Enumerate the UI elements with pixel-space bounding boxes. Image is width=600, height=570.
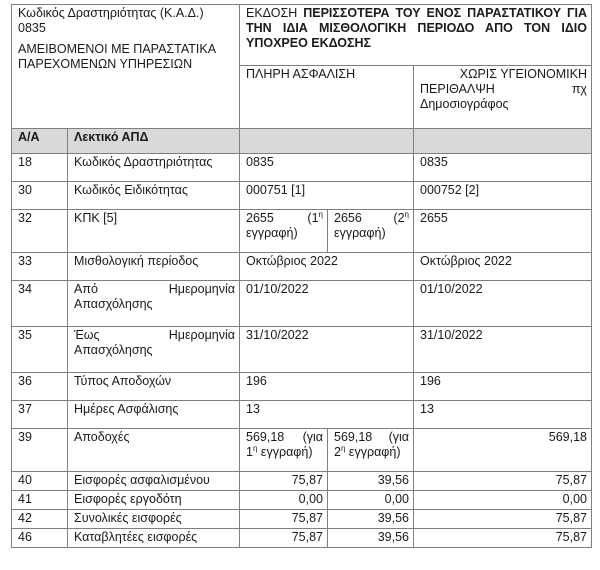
row-nohealth-value: Οκτώβριος 2022 (414, 253, 592, 281)
row-label-line-2: Απασχόλησης (74, 297, 153, 311)
second-entry-paren-text: (2 (393, 211, 405, 225)
table-row (12, 281, 592, 327)
row-full-value: Οκτώβριος 2022 (240, 253, 414, 281)
row-second-entry (328, 210, 414, 253)
row-nohealth-value: 75,87 (414, 510, 592, 529)
row-aa: 40 (12, 472, 68, 491)
first-entry-line-1 (246, 211, 323, 226)
kad-cell (12, 5, 240, 129)
row-aa: 41 (12, 491, 68, 510)
row-first-entry (240, 210, 328, 253)
table-row (12, 429, 592, 472)
row-label-line-1 (74, 282, 235, 297)
kad-label-line (18, 6, 235, 21)
first-entry-paren-text: (1 (307, 211, 319, 225)
row-label: ΚΠΚ [5] (68, 210, 240, 253)
row-label: Εισφορές εργοδότη (68, 491, 240, 510)
first-entry-line-1 (246, 430, 323, 445)
row-nohealth-value: 01/10/2022 (414, 281, 592, 327)
table-row (12, 182, 592, 210)
row-full-value: 0835 (240, 154, 414, 182)
kad-desc-1: ΑΜΕΙΒΟΜΕΝΟΙ ΜΕ ΠΑΡΑΣΤΑΤΙΚΑ (18, 42, 217, 56)
issue-title-bold: ΠΕΡΙΣΣΟΤΕΡΑ ΤΟΥ ΕΝΟΣ ΠΑΡΑΣΤΑΤΙΚΟΥ ΓΙΑ ΤΗΝ ΙΔΙΑ ΜΙΣΘΟΛΟΓΙΚΗ ΠΕΡΙΟΔΟ ΑΠΟ ΤΟΝ ΙΔΙΟ ΥΠΟΧΡΕΟ ΕΚΔΟΣΗΣ (246, 6, 587, 50)
col-aa: Α/Α (12, 129, 68, 154)
no-health-line-3: Δημοσιογράφος (420, 97, 509, 111)
issue-title (240, 5, 592, 66)
col-lexiko: Λεκτικό ΑΠΔ (68, 129, 240, 154)
row-aa: 18 (12, 154, 68, 182)
first-entry-value: 569,18 (246, 430, 285, 444)
row-aa: 35 (12, 327, 68, 373)
second-entry-num: 2 (334, 445, 341, 459)
row-first-value: 0,00 (240, 491, 328, 510)
row-full-value: 13 (240, 401, 414, 429)
apd-table (11, 4, 592, 548)
row-label-b: Ημερομηνία (168, 328, 235, 342)
row-first-value: 75,87 (240, 510, 328, 529)
full-insurance-label: ΠΛΗΡΗ ΑΣΦΑΛΙΣΗ (246, 67, 356, 81)
row-second-value: 39,56 (328, 529, 414, 548)
first-entry-word: εγγραφή) (260, 445, 313, 459)
row-second-entry (328, 429, 414, 472)
row-label: Κωδικός Δραστηριότητας (68, 154, 240, 182)
row-second-value: 0,00 (328, 491, 414, 510)
row-label-line-2: Απασχόλησης (74, 343, 153, 357)
row-full-value: 31/10/2022 (240, 327, 414, 373)
full-insurance-header (240, 66, 414, 129)
issue-title-prefix: ΕΚΔΟΣΗ (246, 6, 298, 20)
no-health-line-2b: πχ (571, 82, 587, 96)
no-health-line-2a: ΠΕΡΙΘΑΛΨΗ (420, 82, 495, 96)
row-nohealth-value: 0,00 (414, 491, 592, 510)
second-entry-code: 2656 (334, 211, 362, 225)
row-aa: 32 (12, 210, 68, 253)
row-label: Εισφορές ασφαλισμένου (68, 472, 240, 491)
no-health-line-2 (420, 82, 587, 97)
row-nohealth-value: 2655 (414, 210, 592, 253)
second-entry-line-1 (334, 211, 409, 226)
column-header-row (12, 129, 592, 154)
row-label: Καταβλητέες εισφορές (68, 529, 240, 548)
row-aa: 30 (12, 182, 68, 210)
table-row (12, 472, 592, 491)
row-nohealth-value: 196 (414, 373, 592, 401)
row-label: Ημέρες Ασφάλισης (68, 401, 240, 429)
first-entry-sup: η (318, 209, 323, 219)
kad-code: 0835 (18, 21, 46, 35)
kad-desc-2: ΠΑΡΕΧΟΜΕΝΩΝ ΥΠΗΡΕΣΙΩΝ (18, 57, 193, 71)
row-label: Μισθολογική περίοδος (68, 253, 240, 281)
kad-label: Κωδικός Δραστηριότητας (Κ.Α.Δ.) (18, 6, 204, 20)
row-nohealth-value: 0835 (414, 154, 592, 182)
row-label-line-1 (74, 328, 235, 343)
second-entry-sup: η (404, 209, 409, 219)
row-aa: 46 (12, 529, 68, 548)
row-label-a: Από (74, 282, 98, 296)
first-entry-sup: η (252, 443, 258, 453)
second-entry-line-2 (334, 445, 409, 460)
row-label: Τύπος Αποδοχών (68, 373, 240, 401)
row-nohealth-value: 000752 [2] (414, 182, 592, 210)
row-aa: 37 (12, 401, 68, 429)
second-entry-paren: (για (388, 430, 409, 444)
table-row (12, 373, 592, 401)
row-first-entry (240, 429, 328, 472)
row-full-value: 196 (240, 373, 414, 401)
col-nohealth-shade (414, 129, 592, 154)
row-first-value: 75,87 (240, 472, 328, 491)
table-row (12, 401, 592, 429)
row-full-value: 01/10/2022 (240, 281, 414, 327)
table-row (12, 327, 592, 373)
first-entry-line-2 (246, 445, 323, 460)
row-aa: 42 (12, 510, 68, 529)
table-row (12, 253, 592, 281)
row-label: Συνολικές εισφορές (68, 510, 240, 529)
row-aa: 34 (12, 281, 68, 327)
row-nohealth-value: 75,87 (414, 472, 592, 491)
row-nohealth-value: 75,87 (414, 529, 592, 548)
first-entry-num: 1 (246, 445, 253, 459)
row-label (68, 281, 240, 327)
table-row (12, 210, 592, 253)
row-label (68, 327, 240, 373)
no-health-header (414, 66, 592, 129)
header-row-title (12, 5, 592, 66)
row-nohealth-value: 569,18 (414, 429, 592, 472)
first-entry-paren (307, 211, 323, 226)
row-full-value: 000751 [1] (240, 182, 414, 210)
second-entry-value: 569,18 (334, 430, 373, 444)
table-row (12, 491, 592, 510)
row-aa: 33 (12, 253, 68, 281)
row-first-value: 75,87 (240, 529, 328, 548)
row-aa: 39 (12, 429, 68, 472)
row-second-value: 39,56 (328, 472, 414, 491)
table-row (12, 529, 592, 548)
row-second-value: 39,56 (328, 510, 414, 529)
second-entry-line-2: εγγραφή) (334, 226, 386, 240)
first-entry-paren: (για (302, 430, 323, 444)
no-health-line-1: ΧΩΡΙΣ ΥΓΕΙΟΝΟΜΙΚΗ (459, 67, 587, 81)
first-entry-code: 2655 (246, 211, 274, 225)
row-label-a: Έως (74, 328, 100, 342)
first-entry-line-2: εγγραφή) (246, 226, 298, 240)
second-entry-paren (393, 211, 409, 226)
second-entry-line-1 (334, 430, 409, 445)
row-label: Αποδοχές (68, 429, 240, 472)
col-full-shade (240, 129, 414, 154)
second-entry-word: εγγραφή) (348, 445, 401, 459)
row-aa: 36 (12, 373, 68, 401)
table-row (12, 154, 592, 182)
table-row (12, 510, 592, 529)
row-label: Κωδικός Ειδικότητας (68, 182, 240, 210)
row-nohealth-value: 31/10/2022 (414, 327, 592, 373)
second-entry-sup: η (340, 443, 346, 453)
row-nohealth-value: 13 (414, 401, 592, 429)
row-label-b: Ημερομηνία (168, 282, 235, 296)
